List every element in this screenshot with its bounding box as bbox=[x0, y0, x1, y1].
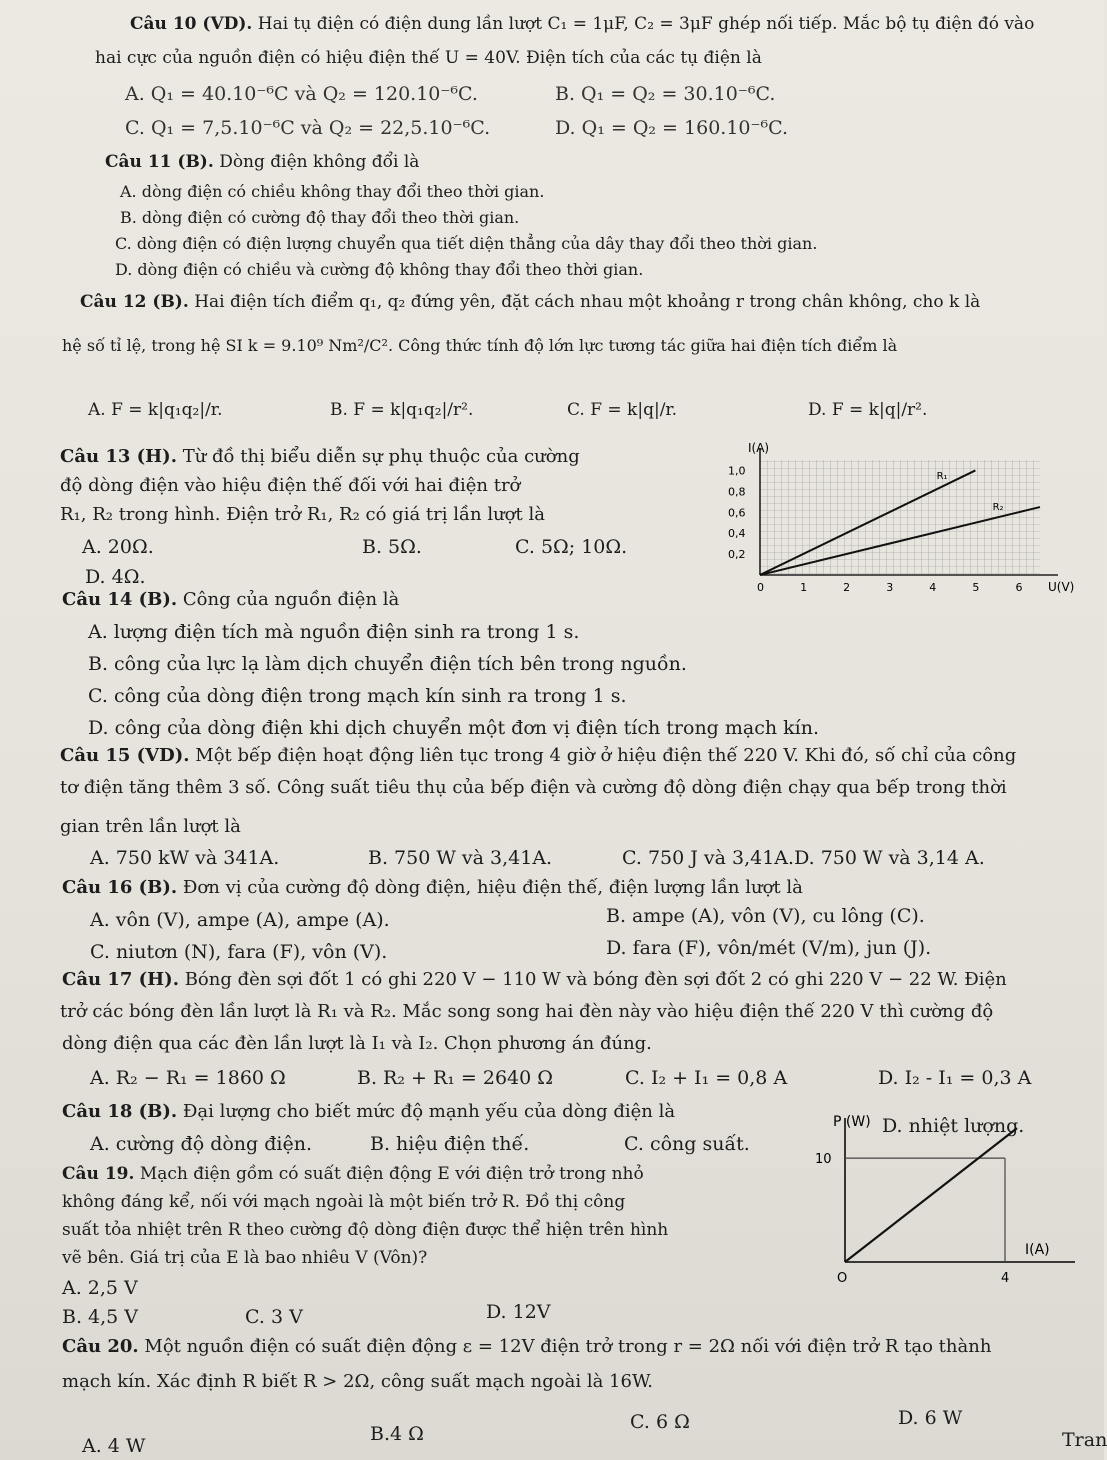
q20-number: Câu 20. bbox=[62, 1336, 139, 1357]
q20-option-b[interactable]: B.4 Ω bbox=[370, 1423, 424, 1445]
q15-option-cd[interactable]: C. 750 J và 3,41A.D. 750 W và 3,14 A. bbox=[622, 847, 985, 869]
q17-stem-3: dòng điện qua các đèn lần lượt là I₁ và I₂. Chọn phương án đúng. bbox=[62, 1033, 652, 1054]
q17-option-b[interactable]: B. R₂ + R₁ = 2640 Ω bbox=[357, 1067, 554, 1089]
q15-line1 bbox=[60, 744, 1016, 768]
iu-x-tick: 6 bbox=[1015, 581, 1023, 594]
q13-stem-3: R₁, R₂ trong hình. Điện trở R₁, R₂ có giá trị lần lượt là bbox=[60, 504, 545, 525]
q17-option-d[interactable]: D. I₂ - I₁ = 0,3 A bbox=[878, 1067, 1032, 1089]
q18-option-c[interactable]: C. công suất. bbox=[624, 1133, 750, 1155]
q11-stem: Dòng điện không đổi là bbox=[219, 152, 420, 172]
q14-option-b[interactable]: B. công của lực lạ làm dịch chuyển điện tích bên trong nguồn. bbox=[88, 653, 687, 675]
q11-option-a[interactable]: A. dòng điện có chiều không thay đổi theo thời gian. bbox=[120, 182, 545, 201]
q19-option-d[interactable]: D. 12V bbox=[486, 1301, 551, 1323]
q16-stem: Đơn vị của cường độ dòng điện, hiệu điện thế, điện lượng lần lượt là bbox=[182, 877, 803, 898]
q16-option-d[interactable]: D. fara (F), vôn/mét (V/m), jun (J). bbox=[606, 937, 932, 959]
q14-option-d[interactable]: D. công của dòng điện khi dịch chuyển một đơn vị điện tích trong mạch kín. bbox=[88, 717, 820, 739]
q12-option-d[interactable]: D. F = k|q|/r². bbox=[808, 400, 928, 420]
q14-option-a[interactable]: A. lượng điện tích mà nguồn điện sinh ra trong 1 s. bbox=[88, 621, 580, 643]
q10-option-c[interactable]: C. Q₁ = 7,5.10⁻⁶C và Q₂ = 22,5.10⁻⁶C. bbox=[125, 117, 491, 139]
q12-stem-1: Hai điện tích điểm q₁, q₂ đứng yên, đặt cách nhau một khoảng r trong chân không, cho k là bbox=[194, 292, 981, 312]
q15-stem-2: tơ điện tăng thêm 3 số. Công suất tiêu thụ của bếp điện và cường độ dòng điện chạy qua bếp trong thời bbox=[60, 777, 1007, 798]
q20-option-d[interactable]: D. 6 W bbox=[898, 1407, 963, 1429]
q19-stem-4: vẽ bên. Giá trị của E là bao nhiêu V (Vôn)? bbox=[62, 1248, 428, 1268]
q19-option-b[interactable]: B. 4,5 V bbox=[62, 1306, 139, 1328]
q10-option-d[interactable]: D. Q₁ = Q₂ = 160.10⁻⁶C. bbox=[555, 117, 789, 139]
pi-graph bbox=[800, 1112, 1090, 1294]
q10-stem-1: Hai tụ điện có điện dung lần lượt C₁ = 1μF, C₂ = 3μF ghép nối tiếp. Mắc bộ tụ điện đó vào bbox=[257, 14, 1035, 34]
iu-y-tick: 0,8 bbox=[728, 485, 746, 499]
q18-option-d[interactable]: D. nhiệt lượng. bbox=[882, 1115, 1025, 1137]
q12-stem-2: hệ số tỉ lệ, trong hệ SI k = 9.10⁹ Nm²/C². Công thức tính độ lớn lực tương tác giữa hai điện tích điểm là bbox=[62, 336, 898, 355]
q12-option-c[interactable]: C. F = k|q|/r. bbox=[567, 400, 678, 420]
q15-option-a[interactable]: A. 750 kW và 341A. bbox=[90, 847, 280, 869]
iu-graph bbox=[690, 440, 1075, 594]
iu-x-tick: 0 bbox=[757, 581, 764, 594]
pi-x-tick-origin: O bbox=[837, 1271, 848, 1286]
pi-series-line bbox=[845, 1128, 1017, 1262]
q11-option-b[interactable]: B. dòng điện có cường độ thay đổi theo thời gian. bbox=[120, 208, 520, 227]
q14-line bbox=[62, 588, 399, 612]
q16-option-a[interactable]: A. vôn (V), ampe (A), ampe (A). bbox=[90, 909, 390, 931]
q19-option-c[interactable]: C. 3 V bbox=[245, 1306, 303, 1328]
q13-number: Câu 13 (H). bbox=[60, 446, 177, 467]
q16-number: Câu 16 (B). bbox=[62, 877, 178, 898]
q18-option-a[interactable]: A. cường độ dòng điện. bbox=[90, 1133, 312, 1155]
q15-number: Câu 15 (VD). bbox=[60, 745, 190, 766]
iu-x-tick: 1 bbox=[800, 581, 808, 594]
pi-y-label: P (W) bbox=[833, 1114, 871, 1130]
q17-number: Câu 17 (H). bbox=[62, 969, 179, 990]
q13-stem-1: Từ đồ thị biểu diễn sự phụ thuộc của cường bbox=[182, 446, 580, 467]
iu-y-tick: 0,2 bbox=[728, 548, 746, 562]
q18-line bbox=[62, 1100, 675, 1124]
q12-option-a[interactable]: A. F = k|q₁q₂|/r. bbox=[88, 400, 223, 420]
q12-line1 bbox=[80, 290, 980, 314]
iu-y-tick: 0,6 bbox=[728, 506, 746, 520]
q11-line bbox=[105, 150, 419, 174]
q19-number: Câu 19. bbox=[62, 1164, 135, 1184]
q17-line1 bbox=[62, 968, 1007, 992]
q20-option-a[interactable]: A. 4 W bbox=[82, 1435, 146, 1457]
q15-stem-3: gian trên lần lượt là bbox=[60, 816, 241, 837]
q11-option-c[interactable]: C. dòng điện có điện lượng chuyển qua tiết diện thẳng của dây thay đổi theo thời gian. bbox=[115, 234, 818, 253]
q17-stem-2: trở các bóng đèn lần lượt là R₁ và R₂. Mắc song song hai đèn này vào hiệu điện thế 220 V thì cường độ bbox=[60, 1001, 994, 1022]
q13-option-c[interactable]: C. 5Ω; 10Ω. bbox=[515, 536, 628, 558]
q19-stem-3: suất tỏa nhiệt trên R theo cường độ dòng điện được thể hiện trên hình bbox=[62, 1220, 669, 1240]
q17-stem-1: Bóng đèn sợi đốt 1 có ghi 220 V − 110 W và bóng đèn sợi đốt 2 có ghi 220 V − 22 W. Điện bbox=[184, 969, 1007, 990]
q16-line bbox=[62, 876, 803, 900]
q16-option-c[interactable]: C. niutơn (N), fara (F), vôn (V). bbox=[90, 941, 388, 963]
q13-line1 bbox=[60, 445, 580, 469]
pi-x-label: I(A) bbox=[1025, 1242, 1050, 1258]
q19-stem-2: không đáng kể, nối với mạch ngoài là một biến trở R. Đồ thị công bbox=[62, 1192, 626, 1212]
q14-option-c[interactable]: C. công của dòng điện trong mạch kín sinh ra trong 1 s. bbox=[88, 685, 627, 707]
q18-stem: Đại lượng cho biết mức độ mạnh yếu của dòng điện là bbox=[182, 1101, 676, 1122]
q19-line1 bbox=[62, 1162, 644, 1186]
iu-x-tick: 3 bbox=[886, 581, 894, 594]
q13-option-a[interactable]: A. 20Ω. bbox=[82, 536, 154, 558]
q19-option-a[interactable]: A. 2,5 V bbox=[62, 1277, 138, 1299]
iu-y-tick: 0,4 bbox=[728, 527, 746, 541]
q13-option-b[interactable]: B. 5Ω. bbox=[362, 536, 422, 558]
q20-stem-2: mạch kín. Xác định R biết R > 2Ω, công suất mạch ngoài là 16W. bbox=[62, 1371, 654, 1392]
iu-x-tick: 5 bbox=[972, 581, 980, 594]
iu-x-tick: 2 bbox=[843, 581, 851, 594]
q15-stem-1: Một bếp điện hoạt động liên tục trong 4 giờ ở hiệu điện thế 220 V. Khi đó, số chỉ của công bbox=[195, 745, 1017, 766]
pi-y-tick-10: 10 bbox=[815, 1152, 832, 1168]
q10-option-b[interactable]: B. Q₁ = Q₂ = 30.10⁻⁶C. bbox=[555, 83, 776, 105]
q14-number: Câu 14 (B). bbox=[62, 589, 178, 610]
q11-number: Câu 11 (B). bbox=[105, 152, 214, 172]
q13-option-d[interactable]: D. 4Ω. bbox=[85, 566, 146, 588]
q19-stem-1: Mạch điện gồm có suất điện động E với điện trở trong nhỏ bbox=[139, 1164, 644, 1184]
footer-text: Tran bbox=[1062, 1429, 1107, 1451]
iu-x-label: U(V) bbox=[1048, 580, 1075, 594]
iu-series-label-2: R₂ bbox=[992, 502, 1004, 514]
q10-option-a[interactable]: A. Q₁ = 40.10⁻⁶C và Q₂ = 120.10⁻⁶C. bbox=[125, 83, 478, 105]
q20-line1 bbox=[62, 1335, 991, 1359]
q14-stem: Công của nguồn điện là bbox=[182, 589, 400, 610]
iu-y-label: I(A) bbox=[748, 441, 770, 455]
q18-option-b[interactable]: B. hiệu điện thế. bbox=[370, 1133, 530, 1155]
iu-series-label-1: R₁ bbox=[936, 470, 948, 482]
q10-stem-2: hai cực của nguồn điện có hiệu điện thế U = 40V. Điện tích của các tụ điện là bbox=[95, 48, 762, 68]
iu-x-tick: 4 bbox=[929, 581, 937, 594]
q10-number: Câu 10 (VD). bbox=[130, 14, 253, 34]
q11-option-d[interactable]: D. dòng điện có chiều và cường độ không thay đổi theo thời gian. bbox=[115, 260, 644, 279]
q18-number: Câu 18 (B). bbox=[62, 1101, 178, 1122]
pi-x-tick-4: 4 bbox=[1001, 1271, 1010, 1286]
q17-option-c[interactable]: C. I₂ + I₁ = 0,8 A bbox=[625, 1067, 788, 1089]
q12-number: Câu 12 (B). bbox=[80, 292, 189, 312]
q20-option-c[interactable]: C. 6 Ω bbox=[630, 1411, 690, 1433]
q15-option-b[interactable]: B. 750 W và 3,41A. bbox=[368, 847, 553, 869]
q10-line1 bbox=[130, 12, 1034, 36]
q13-stem-2: độ dòng điện vào hiệu điện thế đối với hai điện trở bbox=[60, 475, 521, 496]
q17-option-a[interactable]: A. R₂ − R₁ = 1860 Ω bbox=[90, 1067, 286, 1089]
q16-option-b[interactable]: B. ampe (A), vôn (V), cu lông (C). bbox=[606, 905, 925, 927]
q20-stem-1: Một nguồn điện có suất điện động ε = 12V điện trở trong r = 2Ω nối với điện trở R tạo thành bbox=[144, 1336, 992, 1357]
iu-y-tick: 1,0 bbox=[728, 464, 746, 478]
q12-option-b[interactable]: B. F = k|q₁q₂|/r². bbox=[330, 400, 474, 420]
